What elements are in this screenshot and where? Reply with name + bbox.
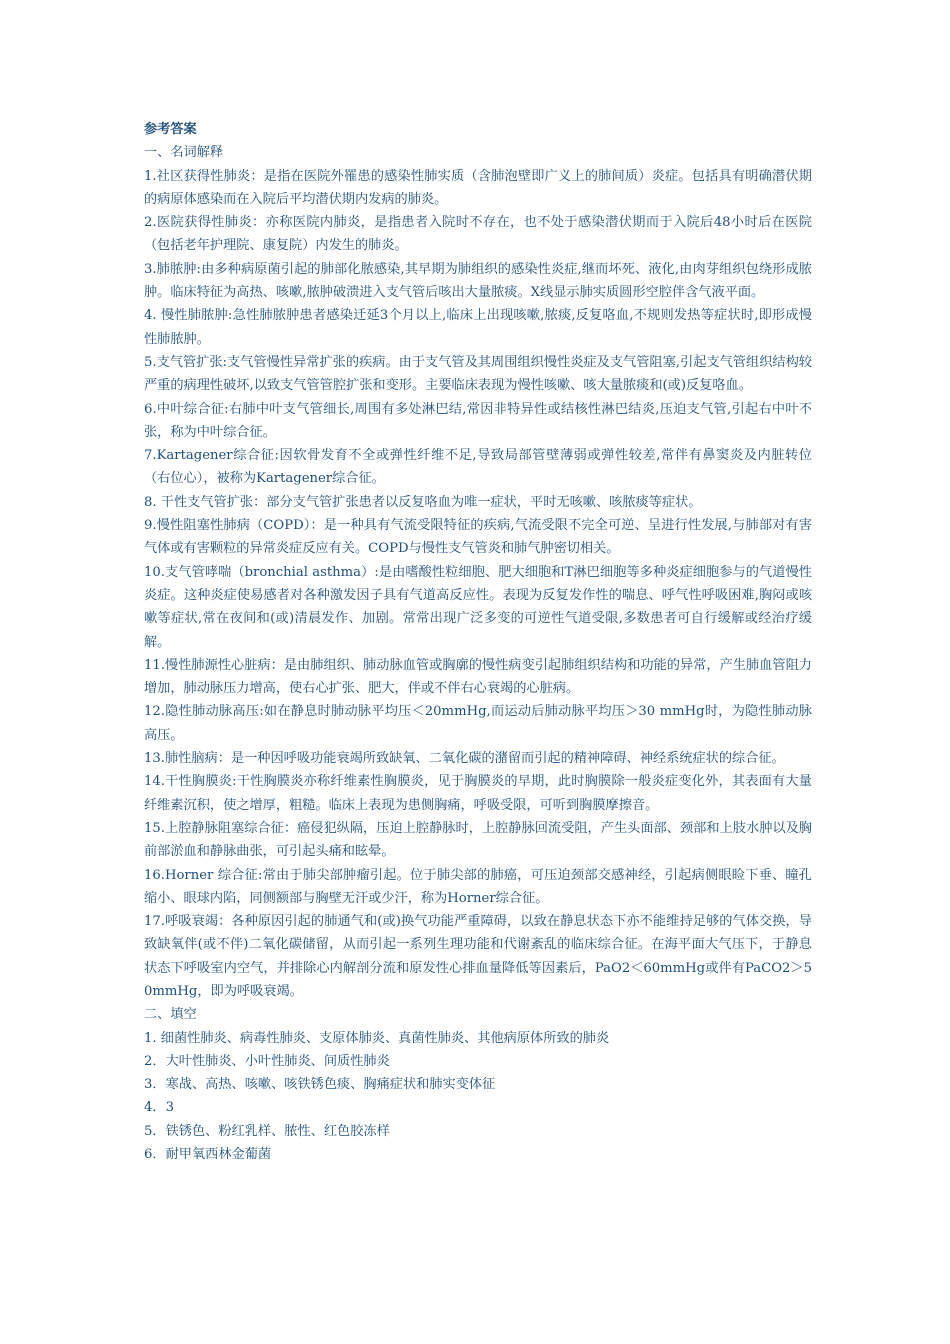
section-heading-fill-in: 二、填空 [144,1007,197,1023]
document-title: 参考答案 [144,122,197,137]
definition-item: 15.上腔静脉阻塞综合征：癌侵犯纵隔，压迫上腔静脉时，上腔静脉回流受阻，产生头面部、颈部和上肢水肿以及胸前部淤血和静脉曲张，可引起头痛和眩晕。 [144,820,812,860]
fill-in-item: 4．3 [144,1100,174,1116]
fill-in-item: 1. 细菌性肺炎、病毒性肺炎、支原体肺炎、真菌性肺炎、其他病原体所致的肺炎 [144,1030,610,1046]
definition-item: 2.医院获得性肺炎：亦称医院内肺炎，是指患者入院时不存在，也不处于感染潜伏期而于入院后48小时后在医院（包括老年护理院、康复院）内发生的肺炎。 [144,215,812,254]
fill-in-item: 2．大叶性肺炎、小叶性肺炎、间质性肺炎 [144,1053,390,1069]
definitions-list [144,165,812,1004]
definition-item: 9.慢性阻塞性肺病（COPD）：是一种具有气流受限特征的疾病,气流受限不完全可逆、呈进行性发展,与肺部对有害气体或有害颗粒的异常炎症反应有关。COPD与慢性支气管炎和肺气肿密切相关。 [144,518,812,557]
fill-in-item: 6．耐甲氧西林金葡菌 [144,1147,272,1163]
definition-item: 6.中叶综合征:右肺中叶支气管细长,周围有多处淋巴结,常因非特异性或结核性淋巴结炎,压迫支气管,引起右中叶不张，称为中叶综合征。 [144,401,812,440]
fill-in-list [144,1027,812,1167]
definition-item: 3.肺脓肿:由多种病原菌引起的肺部化脓感染,其早期为肺组织的感染性炎症,继而坏死、液化,由肉芽组织包绕形成脓肿。临床特征为高热、咳嗽,脓肿破溃进入支气管后咳出大量脓痰。X线显示肺实质圆形空腔伴含气液平面。 [144,261,812,301]
definition-item: 13.肺性脑病：是一种因呼吸功能衰竭所致缺氧、二氧化碳的潴留而引起的精神障碍、神经系统症状的综合征。 [144,751,785,767]
document-page [144,118,812,1166]
section-heading-definitions: 一、名词解释 [144,145,224,161]
definition-item: 11.慢性肺源性心脏病：是由肺组织、肺动脉血管或胸廓的慢性病变引起肺组织结构和功能的异常，产生肺血管阻力增加，肺动脉压力增高，使右心扩张、肥大，伴或不伴右心衰竭的心脏病。 [144,657,812,697]
definition-item: 7.Kartagener综合征:因软骨发育不全或弹性纤维不足,导致局部管壁薄弱或弹性较差,常伴有鼻窦炎及内脏转位（右位心），被称为Kartagener综合征。 [144,448,812,487]
fill-in-item: 5．铁锈色、粉红乳样、脓性、红色胶冻样 [144,1123,390,1139]
definition-item: 14.干性胸膜炎:干性胸膜炎亦称纤维素性胸膜炎，见于胸膜炎的早期，此时胸膜除一般炎症变化外，其表面有大量纤维素沉积，使之增厚，粗糙。临床上表现为患侧胸痛，呼吸受限，可听到胸膜摩擦音。 [144,774,812,813]
definition-item: 8. 干性支气管扩张：部分支气管扩张患者以反复咯血为唯一症状，平时无咳嗽、咳脓痰等症状。 [144,494,702,510]
definition-item: 5.支气管扩张:支气管慢性异常扩张的疾病。由于支气管及其周围组织慢性炎症及支气管阻塞,引起支气管组织结构较严重的病理性破坏,以致支气管管腔扩张和变形。主要临床表现为慢性咳嗽、咳大量脓痰和(或)反复咯血。 [144,354,812,394]
definition-item: 4. 慢性肺脓肿:急性肺脓肿患者感染迁延3个月以上,临床上出现咳嗽,脓痰,反复咯血,不规则发热等症状时,即形成慢性肺脓肿。 [144,308,812,347]
definition-item: 12.隐性肺动脉高压:如在静息时肺动脉平均压＜20mmHg,而运动后肺动脉平均压＞30 mmHg时，为隐性肺动脉高压。 [144,704,812,743]
definition-item: 10.支气管哮喘（bronchial asthma）:是由嗜酸性粒细胞、肥大细胞和T淋巴细胞等多种炎症细胞参与的气道慢性炎症。这种炎症使易感者对各种激发因子具有气道高反应性。表现为反复发作性的喘息、呼气性呼吸困难,胸闷或咳嗽等症状,常在夜间和(或)清晨发作、加剧。常常出现广泛多变的可逆性气道受限,多数患者可自行缓解或经治疗缓解。 [144,564,812,650]
fill-in-item: 3．寒战、高热、咳嗽、咳铁锈色痰、胸痛症状和肺实变体征 [144,1077,496,1093]
definition-item: 16.Horner 综合征:常由于肺尖部肿瘤引起。位于肺尖部的肺癌，可压迫颈部交感神经，引起病侧眼睑下垂、瞳孔缩小、眼球内陷，同侧额部与胸壁无汗或少汗，称为Horner综合征。 [144,867,812,906]
definition-item: 1.社区获得性肺炎：是指在医院外罹患的感染性肺实质（含肺泡壁即广义上的肺间质）炎症。包括具有明确潜伏期的病原体感染而在入院后平均潜伏期内发病的肺炎。 [144,168,812,207]
definition-item: 17.呼吸衰竭：各种原因引起的肺通气和(或)换气功能严重障碍，以致在静息状态下亦不能维持足够的气体交换，导致缺氧伴(或不伴)二氧化碳储留，从而引起一系列生理功能和代谢紊乱的临床综合征。在海平面大气压下，于静息状态下呼吸室内空气，并排除心内解剖分流和原发性心排血量降低等因素后，PaO2＜60mmHg或伴有PaCO2＞50mmHg，即为呼吸衰竭。 [144,914,812,999]
